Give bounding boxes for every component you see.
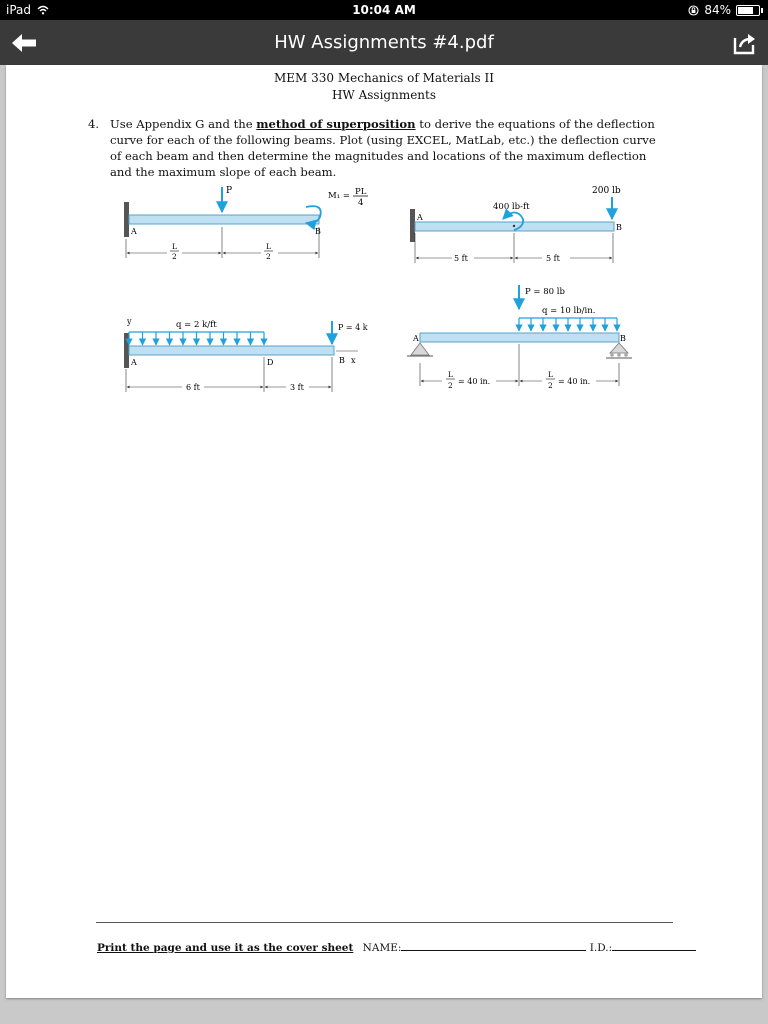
fig2-dim1: 5 ft xyxy=(454,254,468,263)
fig4-dim1-num: L xyxy=(448,370,453,379)
document-viewer[interactable] xyxy=(0,65,768,1024)
battery-icon xyxy=(736,5,760,16)
fig2-dim2: 5 ft xyxy=(546,254,560,263)
course-title: MEM 330 Mechanics of Materials II xyxy=(274,71,494,85)
pdf-page xyxy=(6,65,762,998)
problem-text: Use Appendix G and the method of superposition to derive the equations of the deflection curve for each of the following beams. Plot (using EXCEL, MatLab, etc.) the deflection curve of each beam and then determine the magnitudes and locations of the maximum deflection and the maximum slope of each beam. xyxy=(110,117,656,179)
fig1-point-a: A xyxy=(131,227,137,236)
fig4-dim1-den: 2 xyxy=(448,381,453,390)
fig2-load-label: 200 lb xyxy=(592,186,621,196)
footer-divider xyxy=(96,922,673,923)
fig4-dim2-value: = 40 in. xyxy=(558,377,591,386)
share-icon[interactable] xyxy=(732,30,758,56)
fig2-moment-label: 400 lb-ft xyxy=(493,202,530,212)
beam-diagrams xyxy=(6,65,762,998)
id-label: I.D.: xyxy=(589,942,613,954)
name-blank-line xyxy=(401,939,586,951)
orientation-lock-icon xyxy=(688,5,699,16)
fig2-point-a: A xyxy=(417,213,423,222)
status-time: 10:04 AM xyxy=(352,3,416,17)
problem-number: 4. xyxy=(88,117,100,131)
fig1-dim2-den: 2 xyxy=(266,252,271,261)
status-right xyxy=(688,3,760,17)
battery-percent: 84% xyxy=(704,3,731,17)
id-blank-line xyxy=(612,939,696,951)
document-title: HW Assignments #4.pdf xyxy=(274,32,494,53)
fig3-y-axis: y xyxy=(127,317,132,326)
fig4-point-a: A xyxy=(413,334,419,343)
cover-sheet-footer xyxy=(97,939,697,954)
fig1-dim1-den: 2 xyxy=(172,252,177,261)
fig1-moment-num: PL xyxy=(355,187,367,197)
device-name: iPad xyxy=(6,3,32,17)
figure-3-cantilever-distributed xyxy=(124,317,368,392)
fig1-moment-label: M₁ = xyxy=(328,191,350,201)
fig1-dim2-num: L xyxy=(266,242,271,251)
fig3-dist-load-label: q = 2 k/ft xyxy=(176,320,217,330)
fig4-point-load-label: P = 80 lb xyxy=(525,287,565,297)
fig4-dist-load-label: q = 10 lb/in. xyxy=(542,306,596,316)
fig1-dim1-num: L xyxy=(172,242,177,251)
figure-1-cantilever-point-load xyxy=(124,186,368,261)
fig3-point-d: D xyxy=(267,358,274,367)
name-label: NAME: xyxy=(362,942,402,954)
fig1-point-b: B xyxy=(315,227,321,236)
figure-4-simply-supported xyxy=(407,285,632,390)
fig3-point-a: A xyxy=(131,358,137,367)
fig1-moment-den: 4 xyxy=(358,198,364,208)
fig2-point-b: B xyxy=(616,223,622,232)
fig3-dim1: 6 ft xyxy=(186,383,200,392)
navigation-bar xyxy=(0,20,768,65)
fig4-dim2-den: 2 xyxy=(548,381,553,390)
fig1-load-label: P xyxy=(226,186,233,196)
fig3-point-b: B xyxy=(339,356,345,365)
problem-bold-text: method of superposition xyxy=(256,117,416,131)
footer-instruction: Print the page and use it as the cover sheet xyxy=(97,942,354,954)
fig3-dim2: 3 ft xyxy=(290,383,304,392)
fig4-dim1-value: = 40 in. xyxy=(458,377,491,386)
fig4-point-b: B xyxy=(620,334,626,343)
fig3-point-load-label: P = 4 k xyxy=(338,323,368,332)
status-bar xyxy=(0,0,768,20)
fig4-dim2-num: L xyxy=(548,370,553,379)
figure-2-cantilever-moment xyxy=(410,186,622,263)
fig3-x-axis: x xyxy=(351,356,356,365)
assignment-subtitle: HW Assignments xyxy=(331,88,437,102)
